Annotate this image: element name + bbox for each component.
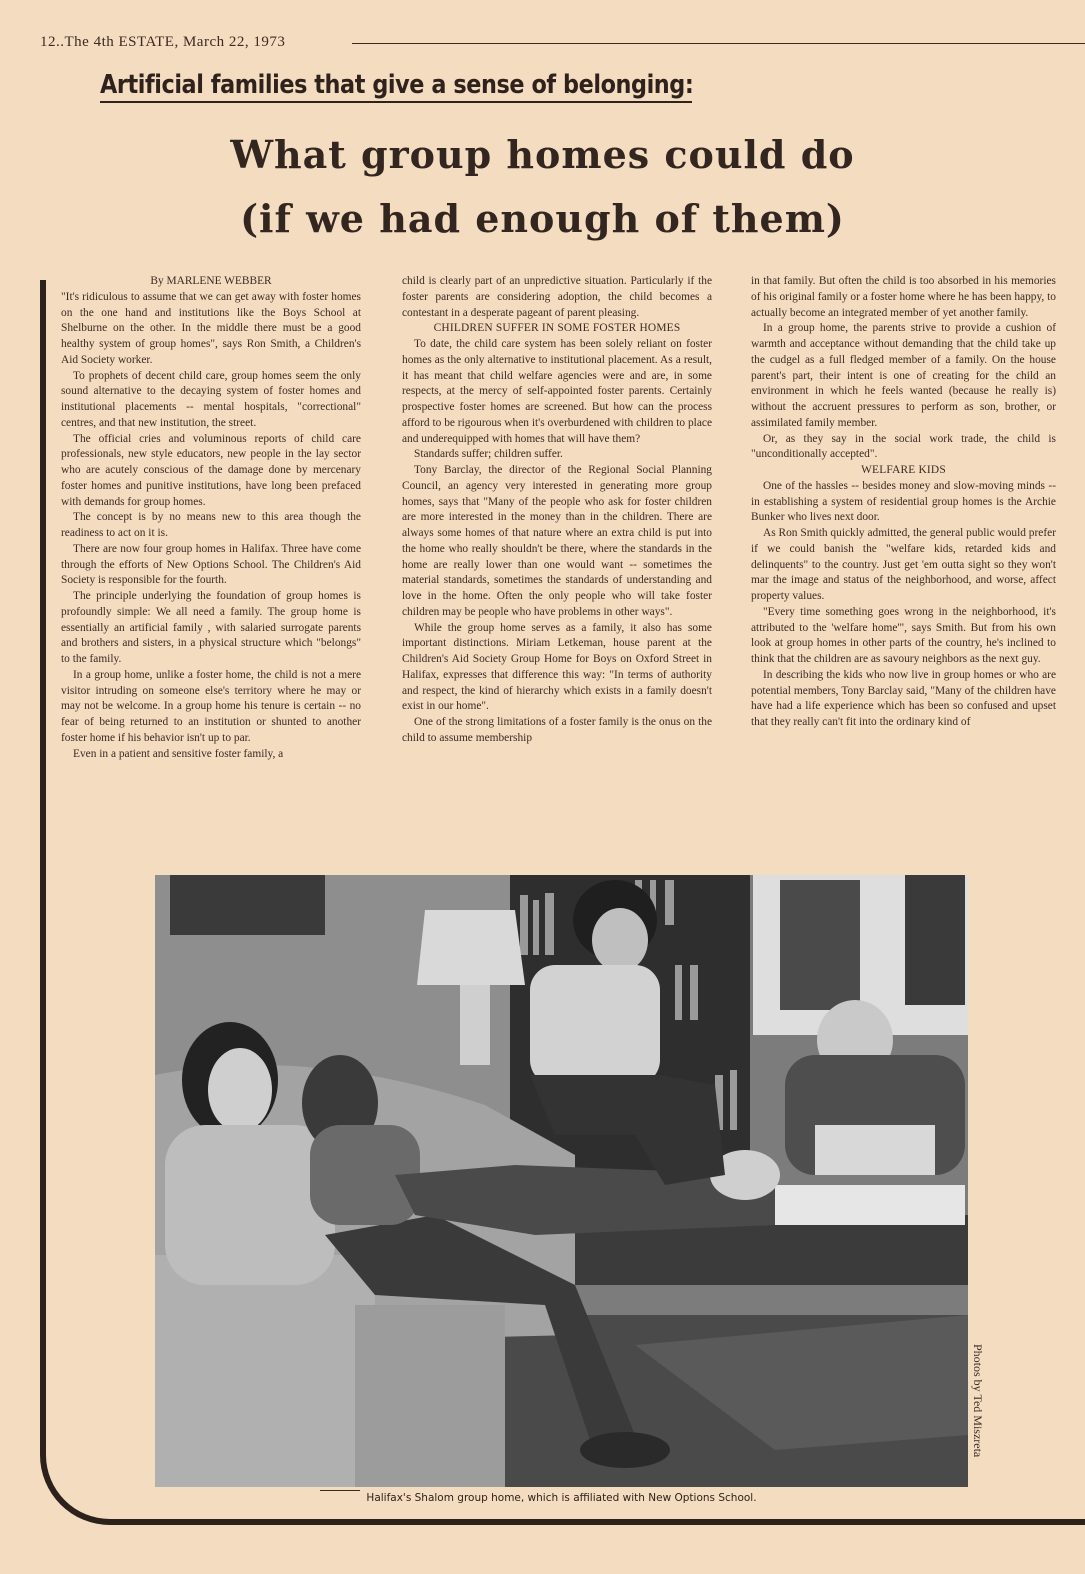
caption-rule <box>320 1490 360 1491</box>
subhead: WELFARE KIDS <box>861 464 946 476</box>
byline: By MARLENE WEBBER <box>150 275 272 287</box>
paragraph: Standards suffer; children suffer. <box>414 448 563 461</box>
subhead: CHILDREN SUFFER IN SOME FOSTER HOMES <box>433 322 681 335</box>
photo-illustration <box>155 875 968 1487</box>
headline-line-1: What group homes could do <box>230 132 855 177</box>
paragraph: In a group home, unlike a foster home, the child is not a mere visitor intruding on someone else's territory where he may or may not be welcome. In a group home his tenure is certain -- no fear of being returned to an institution or shunted to another foster home if his behavior isn't up to par. <box>61 668 361 744</box>
paragraph: To prophets of decent child care, group homes seem the only sound alternative to the decaying system of foster homes and institutional placements -- mental hospitals, "correctional" centres, and that new institution, the street. <box>61 369 361 429</box>
paragraph: Tony Barclay, the director of the Regional Social Planning Council, an agency very interested in generating more group homes, says that "Many of the people who ask for foster children are more interested in the money than in the children. There are always some homes of that nature where an extra child is put into the home who really shouldn't be there, where the standards in the home are really lower than one would want -- sometimes the material standards, sometimes the standards of understanding and love in the home. Often the only people who will take foster children may be people who have problems in other ways". <box>402 464 712 618</box>
paragraph: To date, the child care system has been solely reliant on foster homes as the only alternative to institutional placement. As a result, it has meant that child welfare agencies were and are, in some respects, at the mercy of self-appointed foster parents. Certainly prospective foster homes are screened. But how can the process afford to be rigourous when it's overburdened with children to place and underequipped with homes that will have them? <box>402 338 712 445</box>
paragraph: As Ron Smith quickly admitted, the general public would prefer if we could banish the "welfare kids, retarded kids and delinquents" to the country. Just get 'em outta sight so they won't mar the image and status of the neighborhood, and worse, affect property values. <box>751 527 1056 602</box>
article-column-2 <box>402 274 712 747</box>
frame-left-rule <box>40 280 46 1450</box>
paragraph: "Every time something goes wrong in the neighborhood, it's attributed to the 'welfare home'", says Smith. But from his own look at group homes in other parts of the country, he's inclined to think that the children are as savoury neighbors as the next guy. <box>751 605 1056 665</box>
kicker-underline <box>100 101 692 103</box>
paragraph: In describing the kids who now live in group homes or who are potential members, Tony Barclay said, "Many of the children have have had a life experience which has been so confused and upset that they really can't fit into the ordinary kind of <box>751 668 1056 728</box>
paragraph: There are now four group homes in Halifax. Three have come through the efforts of New Options School. The Children's Aid Society is responsible for the fourth. <box>61 542 361 587</box>
frame-corner <box>40 1430 120 1525</box>
kicker-headline: Artificial families that give a sense of belonging: <box>100 70 694 100</box>
running-head: 12..The 4th ESTATE, March 22, 1973 <box>40 34 286 50</box>
photo-caption: Halifax's Shalom group home, which is affiliated with New Options School. <box>366 1492 757 1504</box>
group-home-photo <box>155 875 968 1487</box>
paragraph: Or, as they say in the social work trade, the child is "unconditionally accepted". <box>751 432 1056 461</box>
paragraph: Even in a patient and sensitive foster family, a <box>73 747 284 760</box>
paragraph: The concept is by no means new to this area though the readiness to act on it is. <box>61 511 361 539</box>
paragraph: While the group home serves as a family, it also has some important distinctions. Miriam Letkeman, house parent at the Children's Aid Society Group Home for Boys on Oxford Street in Halifax, expresses that difference this way: "In terms of authority and respect, the kind of hierarchy which exists in a family doesn't exist in our home". <box>402 621 712 713</box>
article-column-1 <box>61 274 361 762</box>
paragraph: in that family. But often the child is too absorbed in his memories of his original family or a foster home where he has been happy, to actually become an integrated member of yet another family. <box>751 275 1056 319</box>
paragraph: The principle underlying the foundation of group homes is profoundly simple: We all need a family. The group home is essentially an artificial family , with salaried surrogate parents and brothers and sisters, in a physical structure which "belongs" to the family. <box>61 590 361 665</box>
paragraph: One of the strong limitations of a foster family is the onus on the child to assume membership <box>402 716 712 744</box>
paragraph: One of the hassles -- besides money and slow-moving minds -- in establishing a system of residential group homes is the Archie Bunker who lives next door. <box>751 479 1056 524</box>
header-rule <box>352 43 1085 44</box>
article-column-3 <box>751 274 1056 731</box>
frame-bottom-rule <box>110 1519 1085 1525</box>
headline-line-2: (if we had enough of them) <box>240 196 845 241</box>
paragraph: The official cries and voluminous reports of child care professionals, new style educators, new people in the lay sector who are acutely conscious of the damage done by mercenary foster homes and punitive institutions, have long been prefaced with demands for group homes. <box>61 432 361 508</box>
paragraph: child is clearly part of an unpredictive situation. Particularly if the foster parents are considering adoption, the child becomes a contestant in a desperate pageant of parent pleasing. <box>402 275 712 319</box>
paragraph: In a group home, the parents strive to provide a cushion of warmth and acceptance without demanding that the child take up the cudgel as a full fledged member of a family. On the house parent's part, their intent is one of creating for the child an environment in which he feels wanted (because he really is) without the accruent pressures to perform as son, brother, or assimilated family member. <box>751 322 1056 429</box>
photo-credit: Photos by Ted Miszreta <box>971 1344 985 1458</box>
paragraph: "It's ridiculous to assume that we can get away with foster homes on the one hand and institutions like the Boys School at Shelburne on the other. In the middle there must be a good healthy system of group homes", says Ron Smith, a Children's Aid Society worker. <box>61 290 361 366</box>
